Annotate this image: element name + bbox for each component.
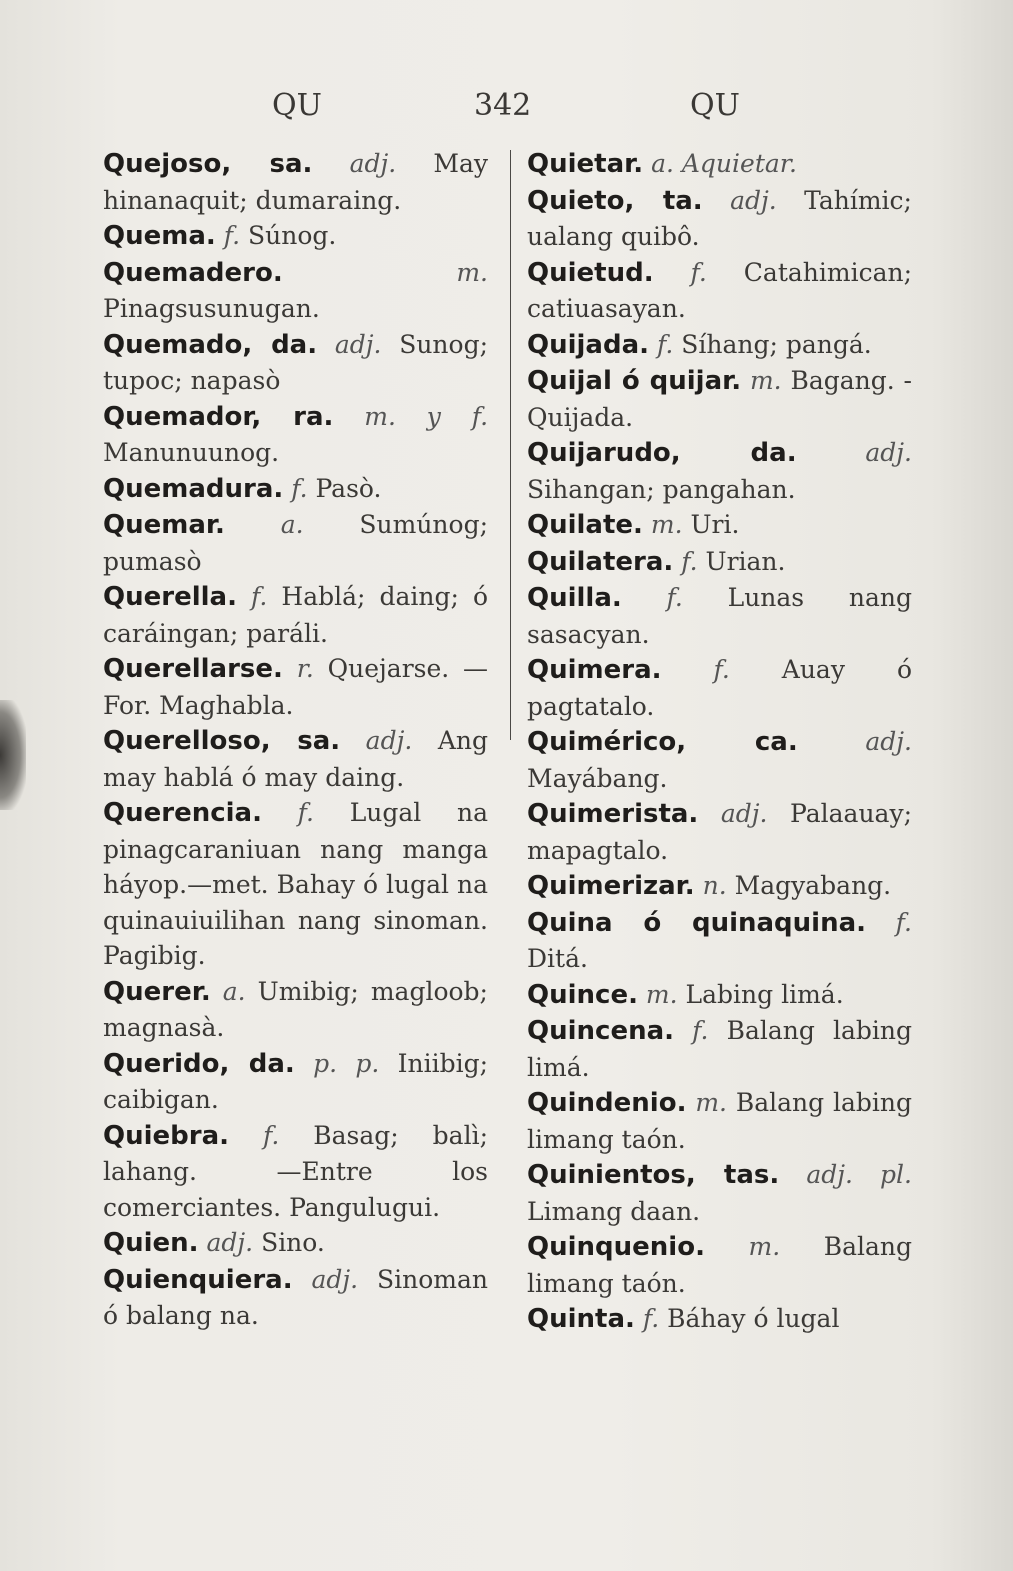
entry-headword: Quijal ó quijar. bbox=[527, 366, 742, 396]
entry-definition: Pinagsusunugan. bbox=[103, 294, 320, 323]
entry-headword: Querelloso, sa. bbox=[103, 726, 341, 756]
entry-headword: Quinta. bbox=[527, 1304, 635, 1334]
dictionary-entry bbox=[103, 579, 488, 651]
entry-grammar: adj. bbox=[720, 799, 768, 828]
entry-definition: Tahímic; ualang quibô. bbox=[527, 185, 912, 251]
dictionary-entry bbox=[527, 977, 912, 1014]
entry-headword: Querer. bbox=[103, 976, 211, 1007]
header-right-guideword: QU bbox=[690, 88, 740, 123]
dictionary-entry bbox=[527, 435, 912, 507]
dictionary-entry bbox=[527, 905, 912, 977]
entry-headword: Quemadura. bbox=[103, 473, 284, 504]
entry-grammar: f. bbox=[690, 257, 707, 287]
entry-definition: Sino. bbox=[261, 1228, 325, 1257]
entry-grammar: f. bbox=[291, 473, 308, 503]
entry-headword: Querella. bbox=[103, 582, 237, 612]
entry-definition: Sinoman ó balang na. bbox=[103, 1264, 489, 1330]
entry-headword: Quilate. bbox=[527, 510, 643, 540]
entry-grammar: f. bbox=[262, 1120, 280, 1150]
entry-definition: Balang labing limá. bbox=[527, 1016, 912, 1082]
page-number: 342 bbox=[474, 88, 532, 123]
dictionary-entry bbox=[103, 1262, 488, 1334]
entry-definition: Limang daan. bbox=[527, 1196, 701, 1226]
dictionary-entry bbox=[103, 327, 488, 399]
entry-grammar: f. bbox=[681, 546, 698, 576]
entry-definition: Balang limang taón. bbox=[527, 1232, 913, 1298]
entry-grammar: adj. bbox=[206, 1228, 254, 1257]
entry-grammar: f. bbox=[223, 221, 241, 250]
dictionary-entry bbox=[103, 1046, 488, 1118]
entry-grammar: m. bbox=[456, 257, 488, 287]
entry-definition: Labing limá. bbox=[685, 979, 844, 1009]
entry-headword: Quinquenio. bbox=[527, 1232, 705, 1262]
dictionary-entry bbox=[103, 471, 488, 508]
entry-grammar: m. bbox=[645, 979, 678, 1009]
entry-grammar: f. bbox=[297, 798, 314, 827]
entry-definition: Sumúnog; pumasò bbox=[103, 510, 489, 576]
entry-definition: Umibig; magloob; magnasà. bbox=[103, 976, 488, 1042]
dictionary-entry bbox=[103, 1225, 488, 1262]
entry-headword: Quiebra. bbox=[103, 1120, 230, 1151]
entry-grammar: adj. bbox=[334, 329, 382, 359]
entry-grammar: r. bbox=[296, 654, 314, 683]
entry-headword: Quemar. bbox=[103, 510, 225, 540]
entry-headword: Quema. bbox=[103, 221, 216, 251]
entry-grammar: n. bbox=[702, 871, 727, 900]
entry-definition: Súnog. bbox=[247, 221, 337, 250]
entry-definition: Manunuunog. bbox=[103, 438, 280, 467]
dictionary-entry bbox=[103, 723, 488, 795]
entry-definition: Iniibig; caibigan. bbox=[103, 1048, 489, 1114]
entry-definition: Sunog; tupoc; napasò bbox=[103, 329, 488, 395]
dictionary-entry bbox=[527, 507, 912, 544]
entry-grammar: m. bbox=[650, 510, 683, 539]
entry-grammar: adj. bbox=[865, 727, 912, 756]
dictionary-entry bbox=[527, 868, 912, 905]
entry-headword: Quietar. bbox=[527, 149, 644, 179]
page-edge-blot bbox=[0, 700, 26, 810]
entry-definition: Báhay ó lugal bbox=[667, 1304, 840, 1333]
entry-definition: Ditá. bbox=[527, 944, 588, 973]
entry-headword: Quijada. bbox=[527, 329, 650, 360]
entry-headword: Quejoso, sa. bbox=[103, 149, 313, 179]
entry-grammar: adj. bbox=[349, 149, 397, 178]
entry-headword: Quina ó quinaquina. bbox=[527, 907, 867, 938]
entry-headword: Quince. bbox=[527, 979, 638, 1010]
entry-headword: Querellarse. bbox=[103, 654, 283, 684]
entry-headword: Quincena. bbox=[527, 1016, 675, 1046]
entry-definition: Magyabang. bbox=[734, 871, 892, 900]
dictionary-entry bbox=[103, 1118, 488, 1226]
entry-headword: Quimera. bbox=[527, 655, 662, 685]
entry-definition: Uri. bbox=[690, 510, 740, 539]
entry-definition: Balang labing limang taón. bbox=[527, 1088, 913, 1154]
entry-grammar: adj. bbox=[365, 726, 413, 755]
entry-grammar: p. p. bbox=[313, 1048, 380, 1078]
dictionary-entry bbox=[103, 146, 488, 218]
entry-definition: Auay ó pagtatalo. bbox=[527, 655, 912, 721]
entry-grammar: adj. bbox=[865, 438, 912, 467]
entry-grammar: adj. bbox=[730, 185, 777, 215]
entry-definition: Mayábang. bbox=[527, 763, 668, 793]
dictionary-entry bbox=[527, 652, 912, 724]
entry-headword: Quijarudo, da. bbox=[527, 438, 797, 468]
entry-grammar: adj. bbox=[311, 1264, 359, 1294]
dictionary-entry bbox=[103, 651, 488, 723]
entry-definition: Hablá; daing; ó caráingan; paráli. bbox=[103, 582, 489, 648]
right-column bbox=[527, 146, 912, 1338]
dictionary-entry bbox=[527, 146, 912, 183]
entry-definition: Palaauay; mapagtalo. bbox=[527, 799, 913, 865]
entry-definition: Ang may hablá ó may daing. bbox=[103, 726, 488, 792]
entry-grammar: f. bbox=[692, 1016, 709, 1045]
left-column bbox=[103, 146, 488, 1334]
entry-definition: Pasò. bbox=[315, 473, 382, 503]
entry-headword: Quieto, ta. bbox=[527, 185, 703, 216]
entry-definition: May hinanaquit; dumaraing. bbox=[103, 149, 488, 215]
dictionary-entry bbox=[527, 1013, 912, 1085]
entry-grammar: f. bbox=[895, 907, 912, 937]
dictionary-entry bbox=[103, 255, 488, 327]
entry-grammar: f. bbox=[656, 329, 674, 359]
page-header bbox=[0, 88, 1013, 138]
dictionary-entry bbox=[103, 507, 488, 579]
entry-headword: Quilatera. bbox=[527, 546, 674, 577]
entry-grammar: m. bbox=[748, 1232, 781, 1261]
dictionary-entry bbox=[527, 327, 912, 364]
dictionary-entry bbox=[527, 544, 912, 581]
header-left-guideword: QU bbox=[272, 88, 322, 123]
entry-definition: Lugal na pinagcaraniuan nang manga háyop.—met. Bahay ó lugal na quinauiuilihan nang sinoman. Pagibig. bbox=[103, 798, 488, 970]
entry-headword: Quemadero. bbox=[103, 257, 283, 288]
entry-definition: Lunas nang sasacyan. bbox=[527, 583, 912, 649]
entry-grammar: f. bbox=[666, 583, 683, 612]
entry-headword: Quemado, da. bbox=[103, 329, 318, 360]
entry-definition: Bagang. - Quijada. bbox=[527, 366, 912, 432]
entry-headword: Querencia. bbox=[103, 798, 262, 828]
entry-grammar: m. y f. bbox=[364, 401, 489, 431]
entry-grammar: f. bbox=[642, 1304, 660, 1333]
entry-headword: Quindenio. bbox=[527, 1088, 687, 1118]
entry-headword: Quimérico, ca. bbox=[527, 727, 798, 757]
dictionary-entry bbox=[527, 183, 912, 255]
entry-grammar: m. bbox=[749, 366, 782, 395]
entry-headword: Quienquiera. bbox=[103, 1264, 293, 1295]
dictionary-entry bbox=[103, 218, 488, 255]
entry-headword: Quemador, ra. bbox=[103, 401, 334, 432]
entry-headword: Quilla. bbox=[527, 583, 622, 613]
dictionary-entry bbox=[527, 1301, 912, 1338]
entry-definition: Urian. bbox=[705, 546, 786, 576]
entry-definition: Catahimican; catiuasayan. bbox=[527, 257, 912, 323]
entry-headword: Quien. bbox=[103, 1228, 199, 1258]
dictionary-entry bbox=[527, 255, 912, 327]
entry-headword: Quimerista. bbox=[527, 799, 699, 829]
entry-grammar: a. bbox=[222, 976, 246, 1006]
entry-grammar: f. bbox=[251, 582, 268, 611]
dictionary-entry bbox=[527, 1157, 912, 1229]
dictionary-entry bbox=[103, 795, 488, 974]
entry-grammar: adj. pl. bbox=[806, 1160, 912, 1189]
entry-grammar: m. bbox=[695, 1088, 727, 1117]
entry-definition: Sihangan; pangahan. bbox=[527, 474, 796, 504]
dictionary-entry bbox=[527, 580, 912, 652]
entry-definition: Quejarse. — For. Maghabla. bbox=[103, 654, 488, 720]
dictionary-entry bbox=[103, 974, 488, 1046]
dictionary-entry bbox=[103, 399, 488, 471]
entry-headword: Quimerizar. bbox=[527, 871, 695, 901]
entry-grammar: f. bbox=[713, 655, 730, 684]
entry-headword: Quietud. bbox=[527, 257, 654, 288]
dictionary-entry bbox=[527, 363, 912, 435]
entry-grammar: a. bbox=[280, 510, 304, 539]
entry-grammar: a. Aquietar. bbox=[651, 149, 797, 178]
entry-headword: Quinientos, tas. bbox=[527, 1160, 780, 1190]
dictionary-entry bbox=[527, 796, 912, 868]
entry-headword: Querido, da. bbox=[103, 1048, 295, 1079]
column-divider bbox=[510, 150, 511, 740]
dictionary-entry bbox=[527, 1229, 912, 1301]
dictionary-entry bbox=[527, 1085, 912, 1157]
entry-definition: Basag; balì; lahang. —Entre los comerciantes. Pangulugui. bbox=[103, 1120, 488, 1222]
entry-definition: Síhang; pangá. bbox=[681, 329, 872, 359]
dictionary-entry bbox=[527, 724, 912, 796]
